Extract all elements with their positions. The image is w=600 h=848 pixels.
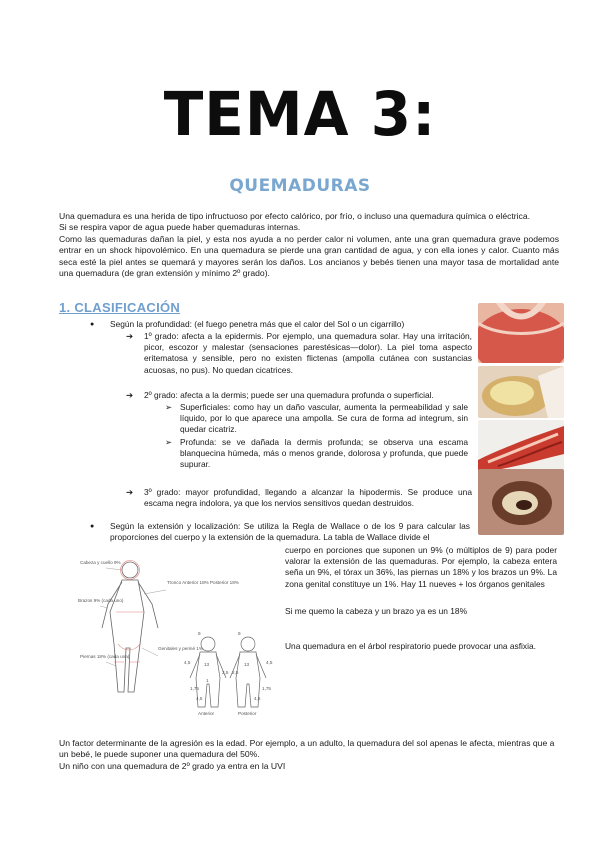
child-num: 1,75 — [262, 686, 271, 691]
intro-line-1: Una quemadura es una herida de tipo infructuoso por efecto calórico, por frío, o incluso una quemadura química o eléctrica. — [59, 211, 531, 221]
wallace-rule-text: cuerpo en porciones que suponen un 9% (o múltiplos de 9) para poder valorar la extensión de las quemaduras. Por ejemplo, la cabeza entera seña un 9%, el tórax un 36%, las piernas un 18% y los brazos un 9%. La zona genital constituye un 1%. Hay 11 nueves + los órganos genitales — [285, 545, 557, 589]
burn-photo-deep-second-degree — [478, 420, 564, 472]
second-superficial-text: ➢ Superficiales: como hay un daño vascular, aumenta la permeabilidad y sale líquido, por lo que aparece una ampolla. Se cura de forma ad integrum, sin quedar cicatriz. — [180, 402, 468, 436]
burn-photo-first-degree — [478, 303, 564, 363]
label-legs: Piernas 18% (cada una) — [80, 654, 130, 659]
child-num: 13 — [244, 662, 250, 667]
rule-of-nines-figure — [78, 552, 288, 717]
intro-line-3: Como las quemaduras dañan la piel, y esta nos ayuda a no perder calor ni volumen, ante una gran quemadura grave podemos entrar en un shock hipovolémico. En una quemadura se pierde una gran cantidad de agua, y con ella iones y calor. Cuanto más seca esté la piel antes se quemará y mayores serán los daños. Los ancianos y bebés tienen una mayor tasa de mortalidad ante una quemadura (de gran extensión y mínimo 2º grado). — [59, 233, 559, 279]
label-front: Anterior — [198, 711, 215, 716]
child-num: 2,5 — [222, 670, 229, 675]
intro-line-2: Si se respira vapor de agua puede haber quemaduras internas. — [59, 222, 301, 233]
adult-body-outline — [102, 562, 158, 692]
label-back: Posterior — [238, 711, 257, 716]
adult-leader-lines — [100, 568, 166, 666]
child-num: 13 — [204, 662, 210, 667]
child-num: 4,5 — [266, 660, 273, 665]
label-genital: Genitales y periné 1% — [158, 646, 203, 651]
label-head: Cabeza y cuello 9% — [80, 560, 121, 565]
footer-line-1: Un factor determinante de la agresión es la edad. Por ejemplo, a un adulto, la quemadura del sol apenas le afecta, mientras que a un bebé, le puede suponer una quemadura del 50%. — [59, 738, 555, 760]
child-num: 2,5 — [232, 670, 239, 675]
page-subtitle: QUEMADURAS — [229, 176, 371, 196]
child-num: 9 — [238, 631, 241, 636]
bullet-depth: ● Según la profundidad: (el fuego penetra más que el calor del Sol o un cigarrillo) — [110, 319, 470, 330]
footer-paragraphs — [59, 738, 559, 772]
burn-photo-blister — [478, 366, 564, 418]
label-arms: Brazos 9% (cada uno) — [78, 598, 124, 603]
label-trunk: Tronco Anterior 18% Posterior 18% — [167, 580, 239, 585]
second-deep-text: ➢ Profunda: se ve dañada la dermis profunda; se observa una escama blanquecina húmeda, más o menos grande, dolorosa y profunda, que puede supurar. — [180, 437, 468, 471]
intro-paragraphs — [59, 211, 559, 279]
child-num: 1 — [206, 678, 209, 683]
burn-photo-third-degree — [478, 469, 564, 535]
child-num: 9 — [198, 631, 201, 636]
child-num: 1,75 — [190, 686, 199, 691]
child-num: 4,5 — [254, 696, 261, 701]
bullet-extension: ● Según la extensión y localización: Se utiliza la Regla de Wallace o de los 9 para calcular las proporciones del cuerpo y la extensión de la quemadura. La tabla de Wallace divide el — [110, 521, 470, 543]
child-num: 4,5 — [184, 660, 191, 665]
wallace-example-text: Si me quemo la cabeza y un brazo ya es un 18% — [285, 606, 468, 616]
respiratory-burn-text: Una quemadura en el árbol respiratorio puede provocar una asfixia. — [285, 641, 536, 651]
child-num: 4,5 — [196, 696, 203, 701]
footer-line-2: Un niño con una quemadura de 2º grado ya entra en la UVI — [59, 760, 286, 771]
page-title: TEMA 3: — [163, 78, 437, 150]
third-degree-text: ➔ 3º grado: mayor profundidad, llegando a alcanzar la hipodermis. Se produce una escama negra indolora, ya que los nervios sensitivos quedan destruidos. — [144, 487, 472, 509]
second-degree-text: ➔ 2º grado: afecta a la dermis; puede ser una quemadura profunda o superficial. — [144, 390, 472, 401]
section-heading-clasificacion: 1. CLASIFICACIÓN — [59, 300, 181, 315]
first-degree-text: ➔ 1º grado: afecta a la epidermis. Por ejemplo, una quemadura solar. Hay una irritación, picor, escozor y malestar (sensaciones parestésicas—dolor). La piel toma aspecto eritematosa y sensible, pero no existen flictenas (ampolla cutánea con sustancias acuosas, no pus). No quedan cicatrices. — [144, 331, 472, 376]
